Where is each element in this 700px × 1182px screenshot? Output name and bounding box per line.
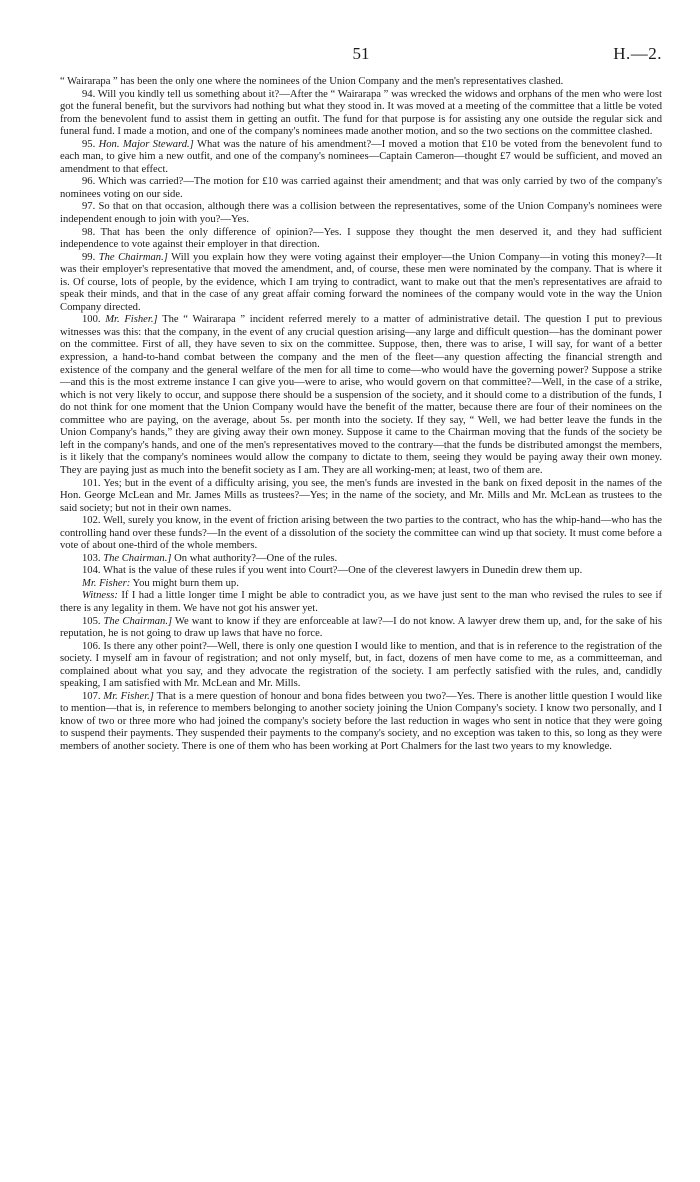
- paragraph: [60, 691, 662, 754]
- question-number: 99.: [82, 251, 96, 263]
- paragraph-text: “ Wairarapa ” has been the only one where the nominees of the Union Company and the men's representatives clashed.: [60, 76, 564, 87]
- question-number: 95.: [82, 138, 96, 150]
- paragraph: [60, 578, 662, 591]
- paragraph-text: What is the value of these rules if you went into Court?—One of the cleverest lawyers in Dunedin drew them up.: [103, 565, 583, 577]
- speaker: Hon. Major Steward.]: [98, 138, 194, 150]
- question-number: 103.: [82, 552, 101, 564]
- paragraph-text: That is a mere question of honour and bona fides between you two?—Yes. There is another little question I would like to mention—that is, in reference to members belonging to another society joining the Union Company's society. I know two personally, and I know of two or three more who had joined the company's society before the last reduction in wages who sent in notice that they were going to suspend their payments. They suspended their payments to the company's society, and no exception was taken to this, so long as they were members of another society. There is one of them who has been working at Port Chalmers for the last two years to my knowledge.: [60, 690, 662, 752]
- paragraph-text: That has been the only difference of opinion?—Yes. I suppose they thought the men deserved it, and they had sufficient independence to vote against their employer in that direction.: [60, 226, 662, 251]
- paragraph: [60, 314, 662, 477]
- paragraph-text: Yes; but in the event of a difficulty arising, you see, the men's funds are invested in the bank on fixed deposit in the names of the Hon. George McLean and Mr. James Mills as trustees?—Yes; in the name of the society, and Mr. Mills and Mr. McLean as trustees to the said society; but not in their own names.: [60, 477, 663, 514]
- paragraph: [60, 515, 662, 553]
- speaker: The Chairman.]: [98, 251, 168, 263]
- page-header: [60, 44, 662, 70]
- speaker: Mr. Fisher.]: [105, 314, 158, 326]
- paragraph: [60, 89, 662, 139]
- question-number: 106.: [82, 640, 101, 652]
- paragraph: [60, 76, 662, 89]
- paragraph: [60, 553, 662, 566]
- paragraph-text: What was the nature of his amendment?—I moved a motion that £10 be voted from the benevolent fund to each man, to give him a new outfit, and one of the company's nominees—Captain Cameron—thought £7 would be sufficient, and moved an amendment to that effect.: [60, 138, 662, 175]
- paragraph-text: You might burn them up.: [132, 577, 239, 589]
- question-number: 107.: [82, 690, 101, 702]
- paragraph-text: Will you kindly tell us something about it?—After the “ Wairarapa ” was wrecked the widows and orphans of the men who were lost got the funeral benefit, but the survivors had nothing but what they stood in. It was moved at a meeting of the committee that a little be voted from the benevolent fund to assist them in getting an outfit. The fund for that purpose is for assisting any one outside the regular sick and funeral fund. I made a motion, and one of the company's nominees made another motion, and so the two sections on the committee clashed.: [60, 88, 662, 138]
- document-body: [60, 76, 662, 754]
- question-number: 101.: [82, 477, 101, 489]
- question-number: 94.: [82, 88, 96, 100]
- speaker: The Chairman.]: [103, 615, 173, 627]
- paragraph-text: Well, surely you know, in the event of friction arising between the two parties to the contract, who has the whip-hand—who has the controlling hand over these funds?—In the event of a dissolution of the society the committee can wind up that society. It must come before a vote of about one-third of the whole members.: [60, 515, 662, 552]
- paragraph: [60, 227, 662, 252]
- speaker: Witness:: [82, 590, 118, 602]
- page-number: 51: [352, 44, 370, 63]
- paragraph-text: We want to know if they are enforceable at law?—I do not know. A lawyer drew them up, and, for the sake of his reputation, he is not going to draw up laws that have no force.: [60, 615, 662, 640]
- paragraph: [60, 139, 662, 177]
- paragraph-text: Which was carried?—The motion for £10 was carried against their amendment; and that was only carried by two of the company's nominees voting on our side.: [60, 176, 662, 200]
- paragraph: [60, 176, 662, 201]
- paragraph-text: Is there any other point?—Well, there is only one question I would like to mention, and that is in reference to the registration of the society. I myself am in favour of registration; and not only myself, but, in fact, dozens of men have come to me, as a committeeman, and complained about what you say, and they advocate the registration of the society. I am perfectly satisfied with the rules, and, candidly speaking, I am satisfied with Mr. McLean and Mr. Mills.: [60, 640, 662, 690]
- question-number: 97.: [82, 201, 96, 213]
- question-number: 104.: [82, 565, 101, 577]
- paragraph-text: The “ Wairarapa ” incident referred merely to a matter of administrative detail. The question I put to previous witnesses was this: that the company, in the event of any crucial question arising—any large and difficult question—has the dominant power on the committee. First of all, they have seven to six on the committee. Suppose, then, there was to arise, I will say, for want of a better expression, a hand-to-hand combat between the company and the men of the fleet—any question affecting the financial strength and existence of the company and the general welfare of the men for all time to come—who would have the governing power? Suppose a strike—and this is the most extreme instance I can give you—were to arise, who would govern on that committee?—Well, in the case of a strike, which is not very likely to occur, and suppose there should be a suspension of the society, and it should come to a distribution of the funds, I do not think for one moment that the Union Company would have the benefit of the matter, because there are four of their nominees on the committee who are paying, on the average, about 5s. per month into the society. If they say, “ Well, we had better leave the funds in the Union Company's hands,” they are giving away their own money. Suppose it came to the Chairman moving that the funds of the society be left in the company's hands, and one of the men's representatives moved to the contrary—that the funds be distributed amongst the members, is it likely that the company's nominees would allow the company to dictate to them, seeing they would be paying away their own money. They are paying just as much into the benefit society as I am. They are all working-men; at least, two of them are.: [60, 314, 662, 476]
- speaker: Mr. Fisher:: [82, 577, 131, 589]
- paragraph: [60, 201, 662, 226]
- paragraph: [60, 478, 662, 516]
- paragraph: [60, 616, 662, 641]
- paragraph: [60, 590, 662, 615]
- paragraph-text: Will you explain how they were voting against their employer—the Union Company—in voting this money?—It was their employer's representative that moved the amendment, and, of course, these men were nominated by the company. That is where it is. Of course, lots of people, by the evidence, which I am trying to contradict, want to make out that the men's representatives are afraid to speak their minds, and that in the case of any great affair coming forward the nominees of the company would vote in the way the Union Company directed.: [60, 251, 662, 313]
- paragraph: [60, 641, 662, 691]
- question-number: 98.: [82, 226, 96, 238]
- question-number: 96.: [82, 176, 96, 188]
- document-reference: H.—2.: [613, 44, 662, 63]
- paragraph-text: On what authority?—One of the rules.: [174, 552, 338, 564]
- paragraph-text: If I had a little longer time I might be able to contradict you, as we have just sent to the man who revised the rules to see if there is any legality in them. We have not got his answer yet.: [60, 590, 662, 614]
- speaker: The Chairman.]: [103, 552, 172, 564]
- question-number: 105.: [82, 615, 101, 627]
- paragraph-text: So that on that occasion, although there was a collision between the representatives, some of the Union Company's nominees were independent enough to join with you?—Yes.: [60, 201, 663, 226]
- paragraph: [60, 252, 662, 315]
- question-number: 100.: [82, 314, 101, 326]
- speaker: Mr. Fisher.]: [103, 690, 154, 702]
- question-number: 102.: [82, 515, 101, 527]
- paragraph: [60, 565, 662, 578]
